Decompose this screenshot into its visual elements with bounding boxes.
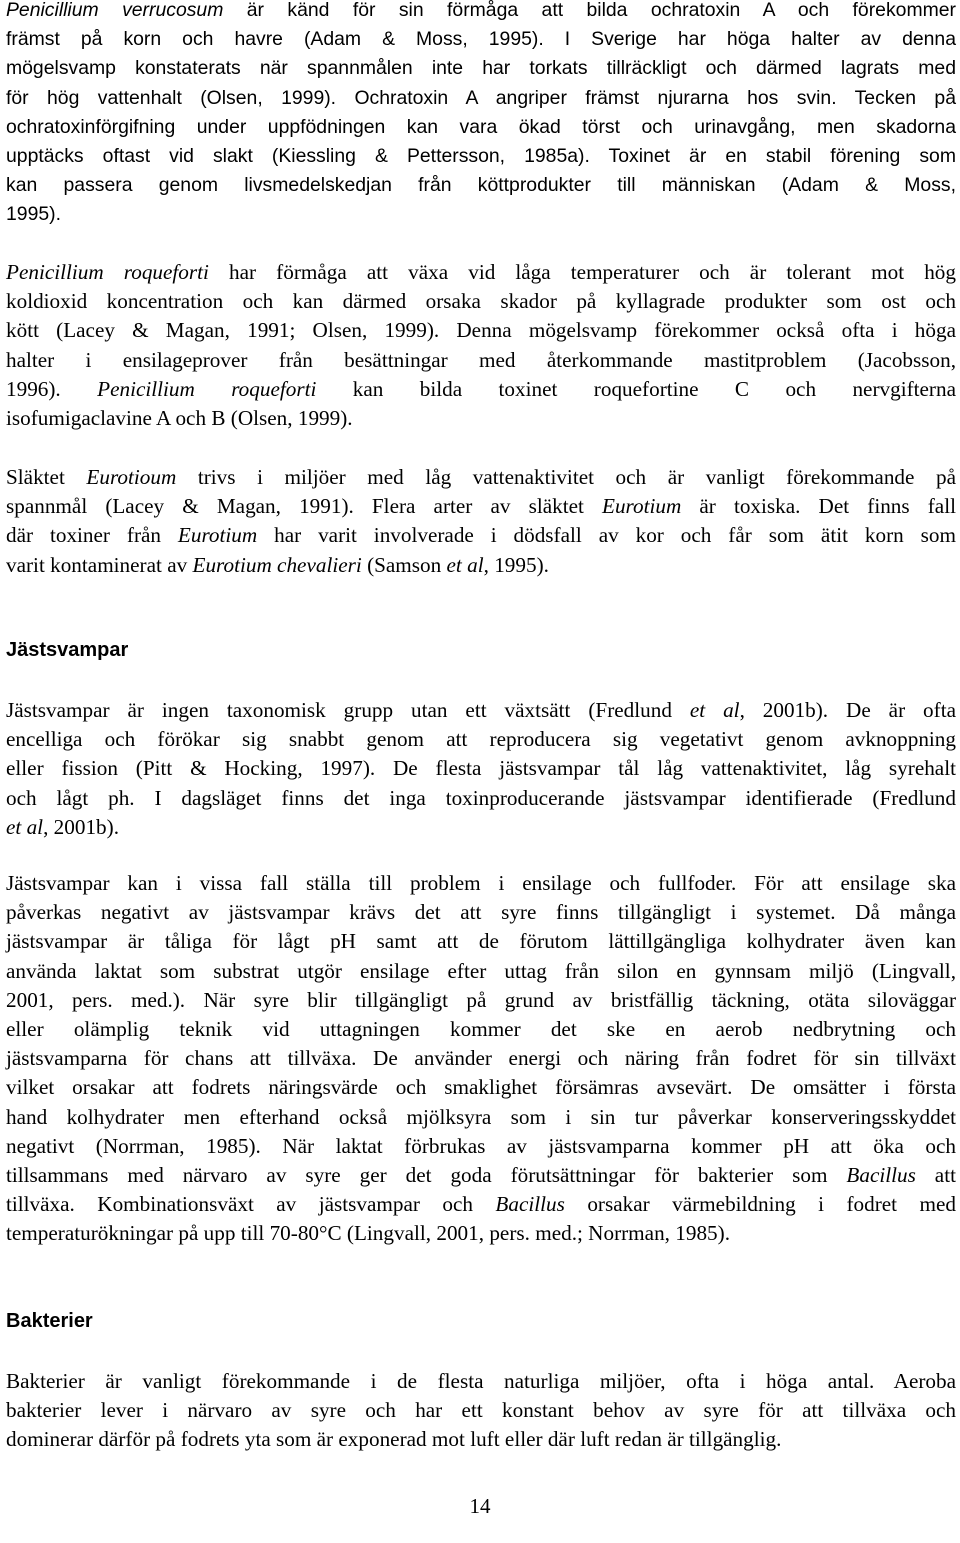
text-line	[6, 1044, 956, 1073]
italic-text: Eurotium	[602, 494, 682, 519]
text-line	[6, 1073, 956, 1102]
text-run: 1996).	[6, 376, 98, 401]
text-run: har förmåga att växa vid låga temperaturer och är tolerant mot hög	[208, 260, 956, 284]
text-line	[6, 0, 956, 25]
text-line	[6, 287, 956, 316]
text-line	[6, 927, 956, 956]
paragraph-penicillium-roqueforti	[6, 258, 956, 433]
text-run: kött (Lacey & Magan, 1991; Olsen, 1999). Denna mögelsvamp förekommer också ofta i höga	[6, 318, 956, 343]
text-run: hand kolhydrater men efterhand också mjölksyra som i sin tur påverkar konserveringsskyddet	[6, 1104, 956, 1129]
text-line	[6, 113, 956, 142]
heading-bakterier: Bakterier	[6, 1310, 93, 1332]
text-run: Jästsvampar kan i vissa fall ställa till problem i ensilage och fullfoder. För att ensilage ska	[6, 871, 956, 895]
text-run: temperaturökningar på upp till 70-80°C (Lingvall, 2001, pers. med.; Norrman, 1985).	[6, 1221, 730, 1246]
text-run: , 2001b).	[43, 814, 119, 839]
text-line	[6, 898, 956, 927]
text-line	[6, 142, 956, 171]
italic-text: Penicillium roqueforti	[6, 260, 209, 284]
text-line	[6, 200, 956, 229]
text-run: där toxiner från	[6, 523, 178, 548]
text-line	[6, 754, 956, 783]
text-run: halter i ensilageprover från besättningar med återkommande mastitproblem (Jacobsson,	[6, 347, 956, 372]
text-line	[6, 492, 956, 521]
text-line	[6, 316, 956, 345]
text-line	[6, 1103, 956, 1132]
italic-text: Penicillium verrucosum	[6, 0, 224, 21]
text-line	[6, 1190, 956, 1219]
text-line	[6, 258, 956, 287]
text-line	[6, 1367, 956, 1396]
text-line	[6, 813, 956, 842]
text-line	[6, 869, 956, 898]
text-line	[6, 404, 956, 433]
text-run: är känd för sin förmåga att bilda ochratoxin A och förekommer	[223, 0, 956, 21]
text-line	[6, 1132, 956, 1161]
text-run: Släktet	[6, 465, 87, 489]
paragraph-eurotium	[6, 463, 956, 580]
heading-jastsvampar: Jästsvampar	[6, 639, 129, 661]
text-run: , 1995).	[483, 552, 549, 577]
text-run: negativt (Norrman, 1985). När laktat förbrukas av jästsvamparna kommer pH att öka och	[6, 1133, 956, 1158]
text-run: isofumigaclavine A och B (Olsen, 1999).	[6, 406, 353, 431]
paragraph-penicillium-verrucosum	[6, 0, 956, 230]
text-line	[6, 1425, 956, 1454]
text-run: bakterier lever i närvaro av syre och har ett konstant behov av syre för att tillväxa och	[6, 1398, 956, 1423]
text-line	[6, 463, 956, 492]
text-run: främst på korn och havre (Adam & Moss, 1995). I Sverige har höga halter av denna	[6, 28, 956, 51]
paragraph-bakterier	[6, 1367, 956, 1455]
text-run: (Samson	[361, 552, 447, 577]
text-line	[6, 957, 956, 986]
italic-text: Bacillus	[846, 1163, 916, 1188]
text-run: påverkas negativt av jästsvampar krävs det att syre finns tillgängligt i systemet. Då många	[6, 900, 956, 925]
text-line	[6, 986, 956, 1015]
text-line	[6, 1161, 956, 1190]
text-run: för hög vattenhalt (Olsen, 1999). Ochratoxin A angriper främst njurarna hos svin. Tecken på	[6, 86, 956, 109]
italic-text: Eurotioum	[86, 465, 177, 489]
italic-text: et al	[6, 814, 44, 839]
italic-text: et al	[446, 552, 484, 577]
text-line	[6, 346, 956, 375]
text-run: kan passera genom livsmedelskedjan från köttprodukter till människan (Adam & Moss,	[6, 174, 956, 197]
text-line	[6, 375, 956, 404]
text-run: spannmål (Lacey & Magan, 1991). Flera arter av släktet	[6, 494, 602, 519]
page-number: 14	[469, 1494, 491, 1518]
text-run: har varit involverade i dödsfall av kor och får som ätit korn som	[257, 523, 956, 548]
italic-text: Penicillium roqueforti	[97, 376, 317, 401]
text-run: mögelsvamp konstaterats när spannmålen inte har torkats tillräckligt och därmed lagrats med	[6, 57, 956, 80]
text-run: encelliga och förökar sig snabbt genom att reproducera sig vegetativt genom avknoppning	[6, 727, 956, 752]
text-line	[6, 1015, 956, 1044]
text-line	[6, 1396, 956, 1425]
paragraph-jastsvampar-ensilage	[6, 869, 956, 1249]
italic-text: Eurotium	[177, 523, 258, 548]
text-line	[6, 725, 956, 754]
text-run: upptäcks oftast vid slakt (Kiessling & Pettersson, 1985a). Toxinet är en stabil förening som	[6, 145, 956, 168]
text-run: koldioxid koncentration och kan därmed orsaka skador på kyllagrade produkter som ost och	[6, 289, 956, 314]
text-run: 2001, pers. med.). När syre blir tillgängligt på grund av bristfällig täckning, otäta siloväggar	[6, 987, 956, 1012]
text-run: och lågt ph. I dagsläget finns det inga toxinproducerande jästsvampar identifierade (Fredlund	[6, 785, 956, 810]
text-line	[6, 784, 956, 813]
text-run: trivs i miljöer med låg vattenaktivitet och är vanligt förekommande på	[176, 465, 956, 489]
text-run: , 2001b). De är ofta	[739, 698, 956, 722]
text-run: Jästsvampar är ingen taxonomisk grupp utan ett växtsätt (Fredlund	[6, 698, 690, 722]
text-run: att	[915, 1163, 956, 1188]
italic-text: Bacillus	[495, 1192, 565, 1217]
text-run: orsakar värmebildning i fodret med	[564, 1192, 956, 1217]
text-run: dominerar därför på fodrets yta som är exponerad mot luft eller där luft redan är tillgänglig.	[6, 1427, 782, 1452]
text-line	[6, 84, 956, 113]
text-run: använda laktat som substrat utgör ensilage efter uttag från silon en gynnsam miljö (Lingvall,	[6, 958, 956, 983]
text-run: jästsvamparna för chans att tillväxa. De använder energi och näring från fodret för sin tillväxt	[6, 1046, 956, 1071]
text-line	[6, 1219, 956, 1248]
text-line	[6, 54, 956, 83]
text-run: vilket orsakar att fodrets näringsvärde och smaklighet försämras avsevärt. De omsätter i första	[6, 1075, 956, 1100]
text-run: tillväxa. Kombinationsväxt av jästsvampar och	[6, 1192, 496, 1217]
text-run: jästsvampar är tåliga för lågt pH samt att de förutom lättillgängliga kolhydrater även kan	[6, 929, 956, 954]
text-run: kan bilda toxinet roquefortine C och nervgifterna	[316, 376, 956, 401]
text-run: eller olämplig teknik vid uttagningen kommer det ske en aerob nedbrytning och	[6, 1017, 956, 1042]
italic-text: Eurotium chevalieri	[192, 552, 362, 577]
text-run: varit kontaminerat av	[6, 552, 193, 577]
text-run: tillsammans med närvaro av syre ger det goda förutsättningar för bakterier som	[6, 1163, 847, 1188]
text-line	[6, 696, 956, 725]
text-run: ochratoxinförgifning under uppfödningen kan vara ökad törst och urinavgång, men skadorna	[6, 115, 956, 138]
text-run: eller fission (Pitt & Hocking, 1997). De flesta jästsvampar tål låg vattenaktivitet, låg syrehalt	[6, 756, 956, 781]
text-run: Bakterier är vanligt förekommande i de flesta naturliga miljöer, ofta i höga antal. Aeroba	[6, 1369, 956, 1393]
text-line	[6, 25, 956, 54]
italic-text: et al	[689, 698, 740, 722]
text-line	[6, 521, 956, 550]
text-line	[6, 551, 956, 580]
text-run: är toxiska. Det finns fall	[681, 494, 956, 519]
text-run: 1995).	[6, 203, 61, 226]
text-line	[6, 171, 956, 200]
paragraph-jastsvampar-intro	[6, 696, 956, 842]
